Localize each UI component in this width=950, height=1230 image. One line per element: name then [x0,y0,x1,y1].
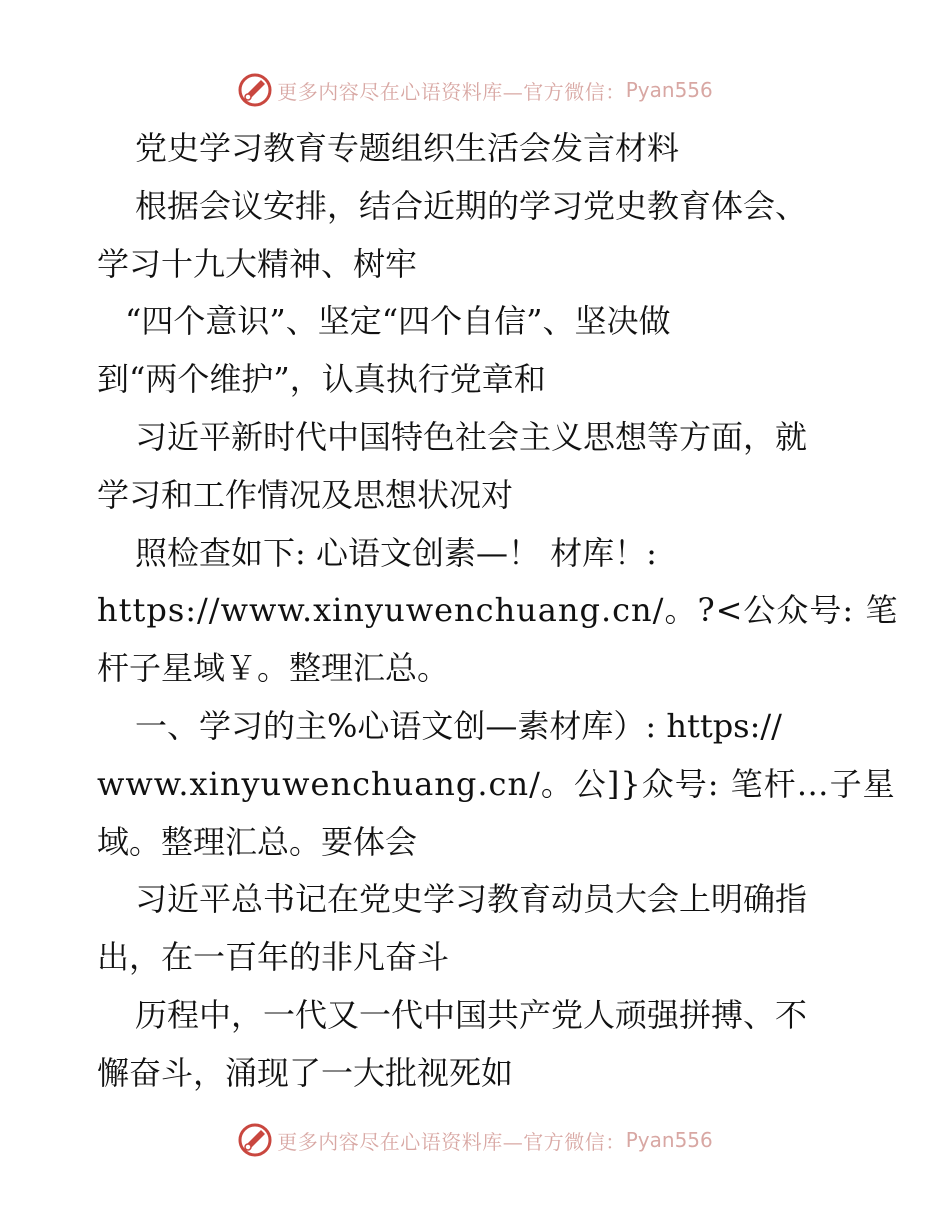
document-title: 党史学习教育专题组织生活会发言材料 [135,129,680,167]
paragraph-line: 出，在一百年的非凡奋斗 [97,938,450,977]
paragraph-line: 杆子星域￥。整理汇总。 [97,649,450,688]
paragraph-line: 懈奋斗，涌现了一大批视死如 [97,1053,514,1092]
footer-banner-handle: Pyan556 [625,1128,713,1152]
footer-banner-text: 更多内容尽在心语资料库—官方微信： [277,1129,626,1154]
paragraph-line: 到“两个维护”，认真执行党章和 [97,360,546,399]
paragraph-line: 习近平新时代中国特色社会主义思想等方面，就 [135,417,808,456]
section-heading-line: 一、学习的主%心语文创—素材库）: https:// [135,706,782,745]
header-banner-handle: Pyan556 [625,78,713,102]
paragraph-line: 学习十九大精神、树牢 [97,244,418,283]
pen-logo-icon [237,1122,273,1158]
paragraph-line: https://www.xinyuwenchuang.cn/。?<公众号: 笔 [97,591,899,630]
paragraph-line: 照检查如下: 心语文创素—！ 材库！: [135,533,657,572]
paragraph-line: “四个意识”、坚定“四个自信”、坚决做 [125,302,671,341]
pen-logo-icon [237,72,273,108]
paragraph-line: 根据会议安排，结合近期的学习党史教育体会、 [135,186,808,225]
paragraph-line: 域。整理汇总。要体会 [97,822,418,861]
header-banner [0,70,950,110]
paragraph-line: www.xinyuwenchuang.cn/。公]}众号: 笔杆…子星 [97,764,896,803]
paragraph-line: 学习和工作情况及思想状况对 [97,475,514,514]
document-body [97,120,899,1103]
paragraph-line: 历程中，一代又一代中国共产党人顽强拼搏、不 [135,995,808,1034]
paragraph-line: 习近平总书记在党史学习教育动员大会上明确指 [135,880,808,919]
header-banner-text: 更多内容尽在心语资料库—官方微信： [277,79,626,104]
footer-banner [0,1120,950,1160]
